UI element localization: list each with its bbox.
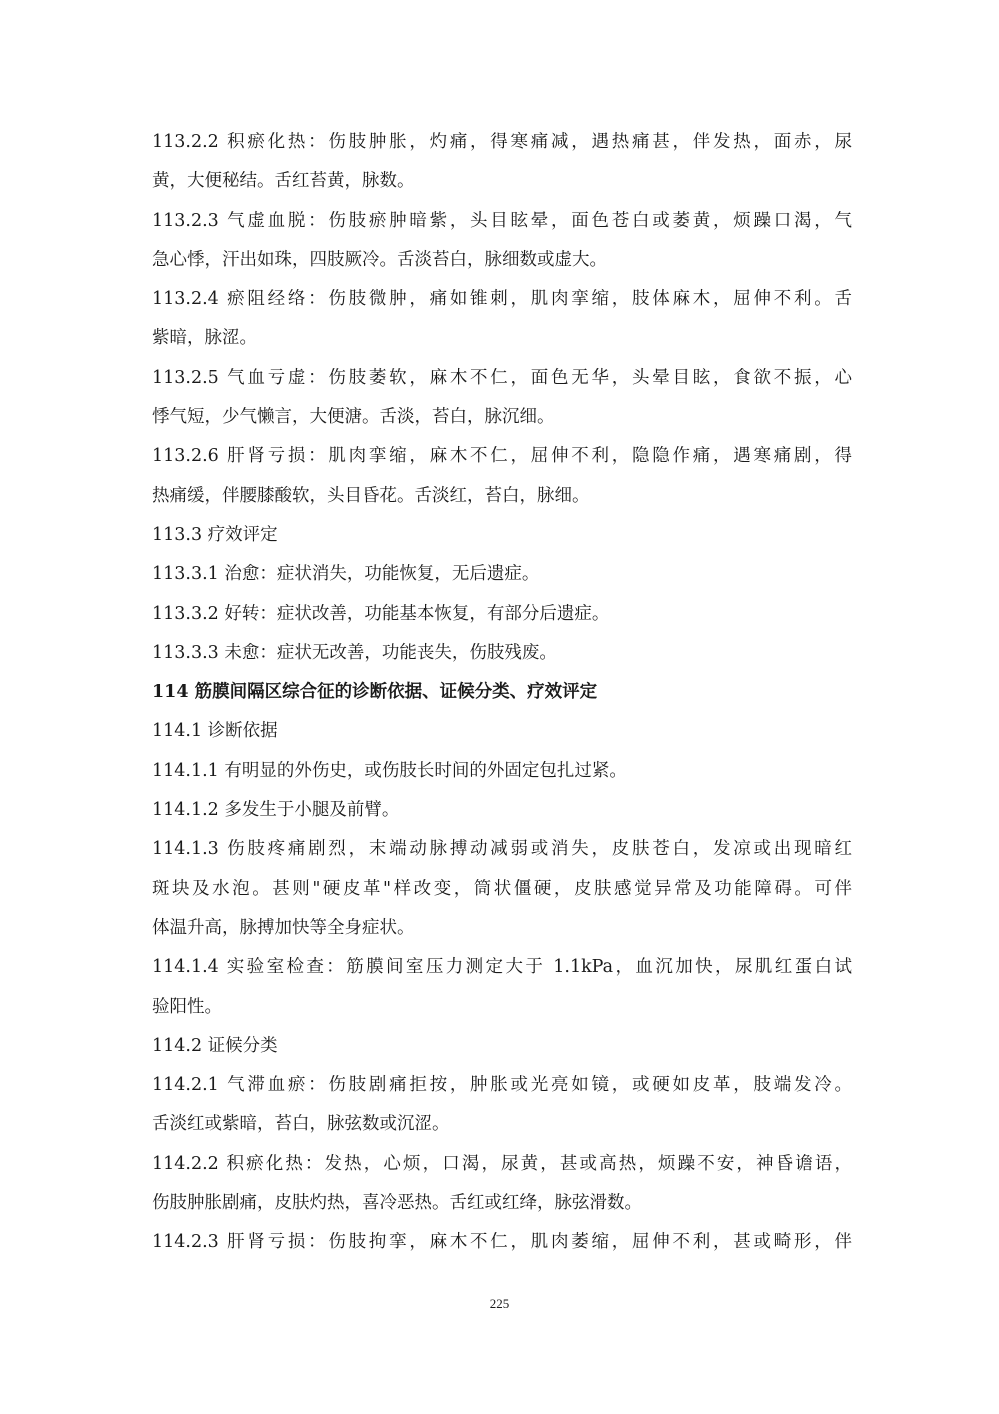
text-line: 114.2.3 肝肾亏损：伤肢拘挛，麻木不仁，肌肉萎缩，屈伸不利，甚或畸形，伴 [152,1232,852,1253]
text-line: 114.2.1 气滞血瘀：伤肢剧痛拒按，肿胀或光亮如镜，或硬如皮革，肢端发冷。 [152,1075,852,1096]
text-line: 114.1.3 伤肢疼痛剧烈，末端动脉搏动减弱或消失，皮肤苍白，发凉或出现暗红 [152,839,852,860]
section-heading: 114.1 诊断依据 [152,721,278,742]
text-line: 急心悸，汗出如珠，四肢厥冷。舌淡苔白，脉细数或虚大。 [152,249,607,270]
text-line: 验阳性。 [152,996,222,1017]
text-line: 黄，大便秘结。舌红苔黄，脉数。 [152,171,415,192]
text-line: 113.2.3 气虚血脱：伤肢瘀肿暗紫，头目眩晕，面色苍白或萎黄，烦躁口渴，气 [152,210,852,231]
text-line: 悸气短，少气懒言，大便溏。舌淡，苔白，脉沉细。 [152,407,555,428]
text-line: 舌淡红或紫暗，苔白，脉弦数或沉涩。 [152,1114,450,1135]
text-line: 113.2.2 积瘀化热：伤肢肿胀，灼痛，得寒痛减，遇热痛甚，伴发热，面赤，尿 [152,132,852,152]
section-heading: 113.3 疗效评定 [152,524,278,545]
text-line: 热痛缓，伴腰膝酸软，头目昏花。舌淡红，苔白，脉细。 [152,485,590,506]
text-line: 114.1.2 多发生于小腿及前臂。 [152,800,400,821]
text-line: 114.1.1 有明显的外伤史，或伤肢长时间的外固定包扎过紧。 [152,760,627,781]
text-line: 体温升高，脉搏加快等全身症状。 [152,917,415,938]
text-line: 113.3.3 未愈：症状无改善，功能丧失，伤肢残废。 [152,642,557,663]
chapter-heading: 114 筋膜间隔区综合征的诊断依据、证候分类、疗效评定 [152,682,598,703]
text-line: 114.2.2 积瘀化热：发热，心烦，口渴，尿黄，甚或高热，烦躁不安，神昏谵语， [152,1153,852,1174]
section-heading: 114.2 证候分类 [152,1035,278,1056]
text-line: 113.3.1 治愈：症状消失，功能恢复，无后遗症。 [152,564,540,585]
text-line: 113.2.5 气血亏虚：伤肢萎软，麻木不仁，面色无华，头晕目眩，食欲不振，心 [152,367,852,388]
text-line: 114.1.4 实验室检查：筋膜间室压力测定大于 1.1kPa，血沉加快，尿肌红蛋白试 [152,957,852,978]
text-line: 113.3.2 好转：症状改善，功能基本恢复，有部分后遗症。 [152,603,610,624]
text-line: 斑块及水泡。甚则"硬皮革"样改变，筒状僵硬，皮肤感觉异常及功能障碍。可伴 [152,878,852,899]
text-line: 伤肢肿胀剧痛，皮肤灼热，喜冷恶热。舌红或红绛，脉弦滑数。 [152,1193,642,1214]
text-line: 113.2.6 肝肾亏损：肌肉挛缩，麻木不仁，屈伸不利，隐隐作痛，遇寒痛剧，得 [152,446,852,467]
page-number: 225 [489,1296,510,1311]
body-text [152,123,852,1263]
text-line: 紫暗，脉涩。 [152,328,257,349]
text-line: 113.2.4 瘀阻经络：伤肢微肿，痛如锥刺，肌肉挛缩，肢体麻木，屈伸不利。舌 [152,289,852,310]
